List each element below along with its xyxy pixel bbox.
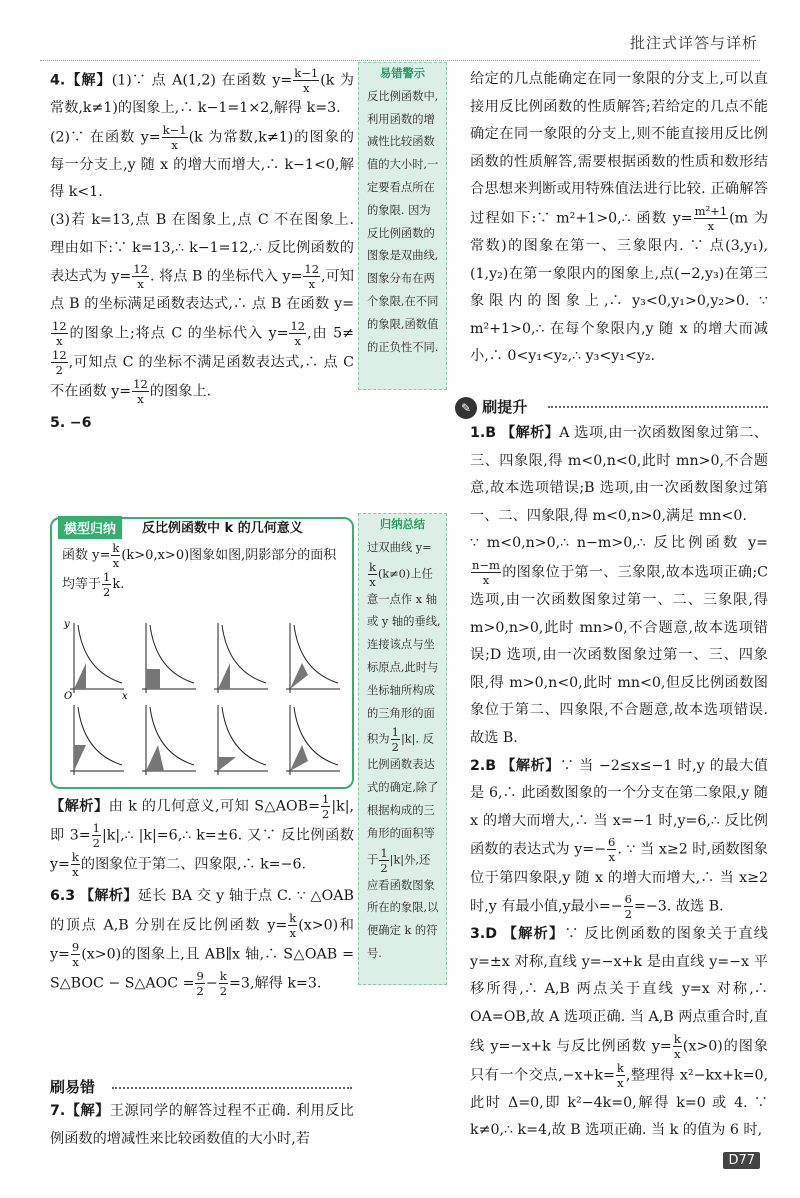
model-summary-box — [50, 517, 354, 789]
fraction — [71, 940, 80, 969]
question-5 — [50, 410, 354, 438]
denominator: x — [112, 556, 120, 570]
denominator: 2 — [219, 984, 228, 999]
model-text — [62, 541, 344, 599]
axis-x-label: x — [122, 691, 128, 702]
fraction — [694, 204, 728, 233]
model-tag: 模型归纳 — [58, 516, 122, 539]
fraction — [51, 319, 68, 348]
numerator: 12 — [52, 318, 67, 333]
text: 延长 BA 交 y 轴于点 C. ∵ △OAB 的顶点 A,B 分别在反比例函数 y= — [50, 888, 354, 934]
numerator: 1 — [391, 725, 399, 740]
denominator: x — [308, 277, 315, 292]
text: (x>0)的图象上,且 AB∥x 轴,∴ S△OAB = S△BOC − S△AOC = — [50, 946, 354, 992]
left-column-lower — [50, 792, 354, 998]
sidebar-body: 反比例函数中,利用函数的增减性比较函数值的大小时,一定要看点所在的象限. 因为反比例函数的图象是双曲线,图象分布在两个象限,在不同的象限,函数值的正负性不同. — [367, 89, 439, 354]
text: 由 k 的几何意义,可知 S△AOB= — [108, 798, 320, 815]
numerator: k — [289, 910, 297, 925]
graph-4 — [286, 623, 340, 693]
question-r2 — [470, 753, 768, 922]
fraction — [51, 348, 68, 377]
numerator: 1 — [103, 570, 111, 584]
numerator: 1 — [92, 821, 100, 836]
numerator: k — [219, 969, 227, 984]
question-7-block — [50, 1098, 354, 1153]
graph-6 — [142, 705, 196, 775]
denominator: 2 — [624, 907, 632, 922]
denominator: x — [289, 925, 296, 940]
question-number: 5. — [50, 415, 66, 432]
denominator: x — [302, 81, 310, 95]
sidebar-title: 归纳总结 — [379, 518, 426, 531]
fraction — [607, 835, 616, 864]
question-4-part2 — [50, 123, 354, 207]
section-divider — [112, 1087, 352, 1089]
text: 过双曲线 y= — [367, 540, 432, 554]
denominator: x — [72, 865, 79, 880]
answer: D — [485, 926, 498, 943]
model-title: 反比例函数中 k 的几何意义 — [142, 521, 303, 536]
axis-y-label: y — [64, 619, 70, 630]
fraction — [673, 1032, 682, 1061]
fraction — [293, 66, 319, 95]
text: . 将点 B 的坐标代入 y= — [149, 268, 303, 285]
answer: 3 — [65, 888, 76, 905]
text: ,整理得 x²−kx+k=0,此时 Δ=0,即 k²−4k=0,解得 k=0 或 4. ∵ k≠0,∴ k=4,故 B 选项正确. 当 k 的值为 6 时, — [470, 1067, 768, 1139]
denominator: x — [369, 574, 376, 589]
origin-label: O — [64, 691, 73, 702]
right-column — [470, 66, 768, 371]
denominator: x — [137, 392, 144, 407]
numerator: 6 — [624, 892, 632, 907]
right-column-improve — [470, 420, 768, 1145]
text: |k|外,还应看函数图象所在的象限,以便确定 k 的符号. — [367, 853, 439, 960]
fraction — [102, 570, 111, 599]
text: (k 为常数,k≠1)的图象上,∴ k−1=1×2,解得 k=3. — [50, 72, 354, 117]
question-number: 4. — [50, 72, 66, 89]
analysis-tag: 【解析】 — [500, 425, 560, 441]
text: 的图象位于第一、三象限,故本选项正确;C 选项,由一次函数图象过第一、二、三象限,得 m>0,n>0,此时 mn>0,不合题意,故本选项错误;D 选项,由一次函数图象过第一、三、四象限,得 m>0,n<0,此时 mn<0,但反比例函数图象位于第二、四象限,不合题意,故本选项错误. 故选 B. — [470, 564, 768, 747]
fraction — [624, 892, 633, 921]
fraction — [195, 969, 204, 998]
sidebar-body — [359, 537, 446, 966]
text: − — [205, 975, 218, 992]
numerator: m²+1 — [694, 203, 728, 218]
text: 的图象上. — [149, 383, 212, 400]
text: 的图象位于第二、四象限,∴ k=−6. — [80, 856, 307, 873]
denominator: x — [72, 954, 79, 969]
text: (m 为常数)的图象在第一、三象限内. ∵ 点(3,y₁),(1,y₂)在第一象限内的图象上,点(−2,y₃)在第三象限内的图象上,∴ y₃<0,y₁>0,y₂>0. ∵ m²+1>0,∴ 在每个象限内,y 随 x 的增大而减小,∴ 0<y₁<y₂,∴ y₃<y₁<y₂. — [470, 210, 769, 365]
sidebar-summary — [358, 513, 447, 985]
text: ,可知点 C 的坐标不满足函数表达式,∴ 点 C 不在函数 y= — [50, 354, 354, 400]
text: (2)∵ 在函数 y= — [50, 129, 161, 146]
numerator: k−1 — [294, 66, 319, 80]
fraction — [92, 821, 101, 850]
denominator: x — [608, 850, 615, 865]
denominator: 2 — [321, 807, 330, 821]
page-number: D77 — [723, 1152, 760, 1169]
page-header-title: 批注式详答与详析 — [629, 34, 758, 52]
answer: B — [485, 425, 497, 441]
numerator: n−m — [472, 557, 500, 572]
fraction — [288, 911, 297, 940]
denominator: x — [294, 333, 302, 348]
denominator: x — [137, 277, 144, 292]
numerator: 12 — [304, 262, 320, 277]
numerator: 12 — [133, 262, 148, 277]
text: (1)∵ 点 A(1,2) 在函数 y= — [111, 72, 293, 89]
fraction — [132, 262, 149, 291]
graph-1 — [70, 623, 124, 693]
sidebar-title: 易错警示 — [379, 67, 426, 80]
numerator: 12 — [52, 347, 67, 362]
graph-3 — [214, 623, 268, 693]
section-title: 刷提升 — [482, 398, 528, 416]
text: ∵ 反比例函数的图象关于直线 y=±x 对称,直线 y=−x+k 是由直线 y=−x 平移所得,∴ A,B 两点关于直线 y=x 对称,∴ OA=OB,故 A 选项正确. 当 A,B 两点重合时,直线 y=−x+k 与反比例函数 y= — [470, 926, 768, 1055]
text: (x>0)和 y= — [50, 917, 354, 963]
denominator: 2 — [92, 836, 100, 851]
text: =3,解得 k=3. — [229, 975, 322, 992]
text: A 选项,由一次函数图象过第二、三、四象限,得 m<0,n<0,此时 mn>0,不合题意,故本选项错误;B 选项,由一次函数图象过第一、二、四象限,得 m<0,n>0,满足 mn<0. — [470, 425, 768, 524]
numerator: 1 — [321, 792, 330, 806]
numerator: 1 — [380, 845, 388, 860]
text: k. — [112, 577, 125, 592]
fraction — [303, 262, 320, 291]
sidebar-mistake-warning — [358, 62, 447, 390]
text: ∵ m<0,n>0,∴ n−m>0,∴ 反比例函数 y= — [470, 535, 768, 552]
denominator: 2 — [55, 362, 63, 377]
fraction — [391, 725, 400, 754]
k-geometry-graphs — [62, 619, 342, 779]
question-number: 7. — [50, 1103, 66, 1119]
text: 王源同学的解答过程不正确. 利用反比例函数的增减性来比较函数值的大小时,若 — [50, 1103, 354, 1147]
question-r1-cont — [470, 530, 768, 752]
graph-5 — [70, 705, 124, 775]
section-improve — [455, 396, 527, 419]
numerator: 12 — [133, 377, 148, 392]
numerator: 6 — [608, 835, 616, 850]
fraction — [111, 541, 120, 570]
text: |k|,∴ |k|=6,∴ k=±6. 又∵ 反比例函数 y= — [50, 827, 354, 873]
fraction — [379, 846, 388, 875]
question-number: 2. — [470, 757, 486, 774]
text: (k≠0)上任意一点作 x 轴或 y 轴的垂线,连接该点与坐标原点,此时与坐标轴所构成的三角形的面积为 — [367, 567, 441, 746]
header-divider — [40, 60, 760, 61]
text: ,可知点 B 的坐标满足函数表达式,∴ 点 B 在函数 y= — [50, 268, 354, 313]
answer: B — [485, 757, 497, 774]
graph-8 — [286, 705, 340, 775]
denominator: 2 — [103, 585, 111, 599]
text: . ∵ 当 x≥2 时,函数图象位于第四象限,y 随 x 的增大而增大,∴ 当 x≥2 时,y 有最小值,y最小=− — [470, 841, 768, 915]
graph-2 — [142, 623, 196, 693]
text: (k 为常数,k≠1)的图象的每一分支上,y 随 x 的增大而增大,∴ k−1<0,解得 k<1. — [50, 129, 354, 201]
numerator: k — [673, 1031, 681, 1046]
denominator: 2 — [391, 740, 399, 755]
fraction — [321, 792, 330, 821]
text: (k>0,x>0)图象如图,阴影部分的面积均等于 — [62, 548, 337, 592]
denominator: x — [707, 218, 715, 233]
question-7 — [50, 1098, 354, 1153]
solution-tag: 【解】 — [65, 1103, 110, 1119]
text: 的图象上;将点 C 的坐标代入 y= — [68, 325, 289, 342]
denominator: x — [171, 137, 178, 152]
text: 函数 y= — [62, 548, 111, 563]
text: (3)若 k=13,点 B 在图象上,点 C 不在图象上. 理由如下:∵ k=13,∴ k−1=12,∴ 反比例函数的表达式为 y= — [50, 211, 354, 285]
question-r3 — [470, 921, 768, 1145]
denominator: x — [56, 333, 63, 348]
question-4 — [50, 66, 354, 123]
analysis-tag: 【解析】 — [502, 926, 565, 943]
numerator: k−1 — [162, 122, 187, 137]
fraction — [219, 969, 228, 998]
numerator: k — [112, 541, 120, 555]
denominator: x — [617, 1075, 624, 1090]
numerator: k — [71, 850, 79, 865]
text: |k|,即 3= — [50, 798, 354, 844]
numerator: k — [616, 1060, 624, 1075]
text: ,由 5≠ — [307, 325, 354, 342]
denominator: 2 — [196, 984, 204, 999]
section-easy-mistakes: 刷易错 — [50, 1078, 96, 1096]
brush-icon: ✎ — [455, 397, 477, 419]
section-divider — [548, 406, 768, 408]
text: (x>0)的图象只有一个交点,−x+k= — [470, 1038, 768, 1084]
numerator: 12 — [290, 318, 306, 333]
left-column — [50, 66, 354, 438]
question-r1 — [470, 420, 768, 530]
question-6 — [50, 883, 354, 998]
numerator: 9 — [71, 939, 80, 954]
question-number: 3. — [470, 926, 486, 943]
text: 给定的几点能确定在同一象限的分支上,可以直接用反比例函数的性质解答;若给定的几点不能确定在同一象限的分支上,则不能直接用反比例函数的性质解答,需要根据函数的性质和数形结合思想来判断或用特殊值法进行比较. 正确解答过程如下:∵ m²+1>0,∴ 函数 y= — [470, 71, 768, 227]
fraction — [471, 558, 501, 587]
fraction — [71, 850, 80, 879]
numerator: k — [369, 559, 376, 574]
denominator: x — [674, 1046, 681, 1061]
fraction — [616, 1061, 625, 1090]
numerator: 9 — [196, 969, 204, 984]
fraction — [368, 560, 377, 589]
denominator: x — [482, 572, 490, 587]
analysis-tag: 【解析】 — [501, 757, 560, 774]
analysis-tag: 【解析】 — [50, 798, 109, 815]
text: =−3. 故选 B. — [633, 898, 724, 915]
question-number: 1. — [470, 425, 486, 441]
analysis-tag: 【解析】 — [79, 888, 138, 905]
text: |k|. 反比例函数表达式的确定,除了根据构成的三角形的面积等于 — [367, 732, 439, 867]
question-4-part3 — [50, 207, 354, 406]
fraction — [162, 123, 188, 152]
q5-analysis — [50, 792, 354, 879]
fraction — [289, 319, 306, 348]
graph-7 — [214, 705, 268, 775]
q7-continued — [470, 66, 768, 371]
solution-tag: 【解】 — [65, 72, 112, 89]
text: ∵ 当 −2≤x≤−1 时,y 的最大值是 6,∴ 此函数图象的一个分支在第二象限,y 随 x 的增大而增大,∴ 当 x=−1 时,y=6,∴ 反比例函数的表达式为 y=− — [470, 757, 768, 858]
fraction — [132, 377, 149, 406]
answer: −6 — [69, 415, 92, 432]
question-number: 6. — [50, 888, 66, 905]
denominator: 2 — [380, 860, 388, 875]
